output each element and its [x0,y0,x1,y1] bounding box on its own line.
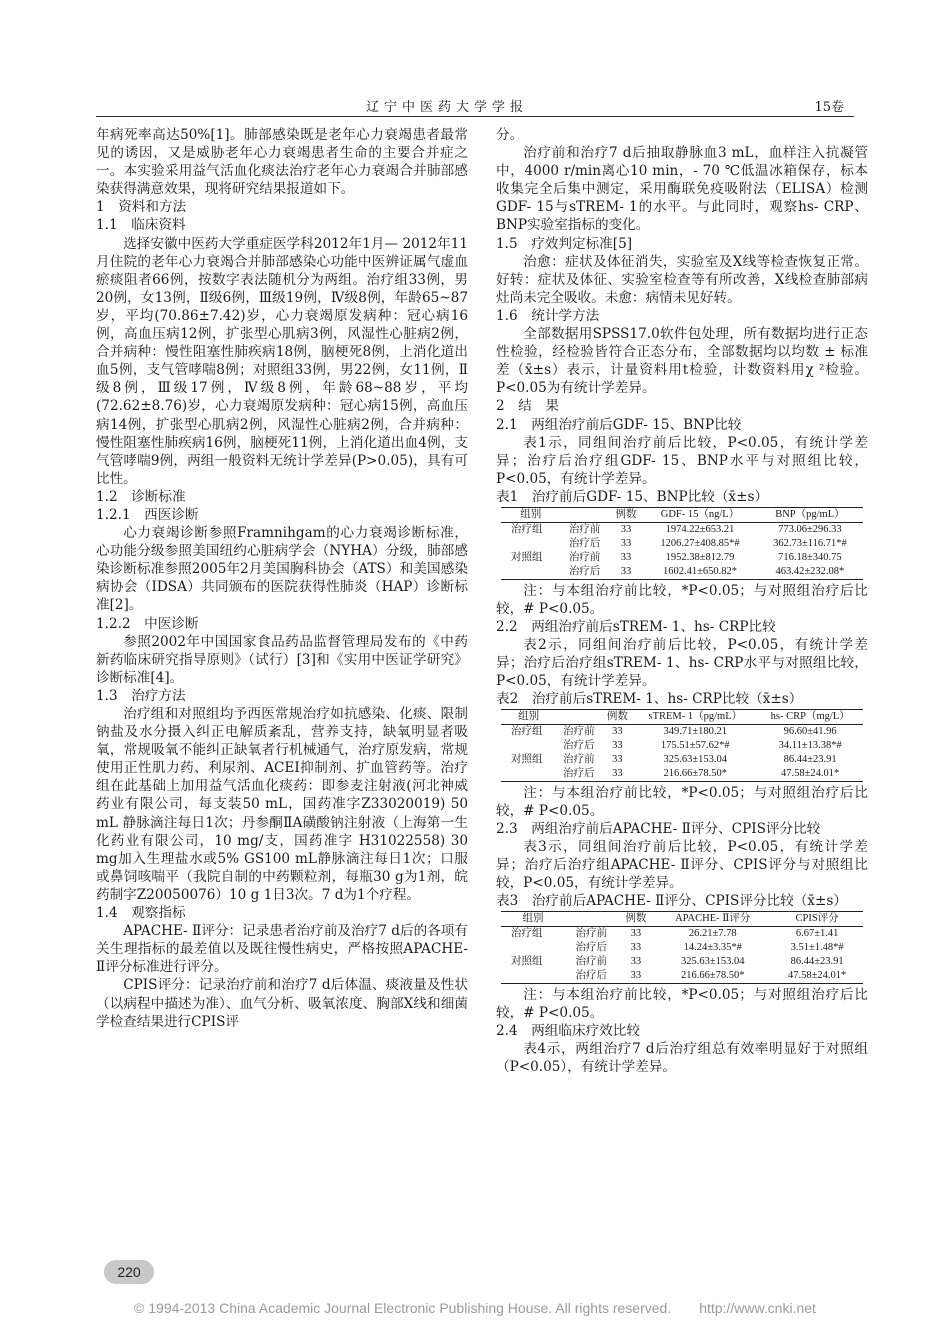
table-cell: 治疗组 [511,928,543,940]
table-header-cell: hs- CRP（mg/L） [770,711,850,723]
table-cell: 33 [620,537,632,549]
table-cell: 治疗后 [568,565,601,577]
right-paragraph: 治愈：症状及体征消失，实验室及X线等检查恢复正常。好转：症状及体征、实验室检查等有所改善，X线检查肺部病灶尚未完全吸收。未愈：病情未见好转。 [496,253,868,306]
table-cell: 33 [630,942,642,954]
table-cell: 33 [630,928,642,940]
table2-caption: 表2 治疗前后sTREM- 1、hs- CRP比较（x̄±s） [496,691,803,708]
table-cell: 6.67±1.41 [795,928,839,940]
right-paragraph: 1.5 疗效判定标准[5] [496,235,633,252]
table3-note: 注：与本组治疗前比较，*P<0.05；与对照组治疗后比较，# P<0.05。 [496,986,868,1021]
table-row [501,537,863,551]
right-paragraph: 全部数据用SPSS17.0软件包处理，所有数据均进行正态性检验，经检验皆符合正态分布，全部数据均以均数 ± 标准差（x̄±s）表示，计量资料用t检验，计数资料用χ ²检验。P<0.05为有统计学差异。 [496,326,868,397]
table-cell: 对照组 [511,956,543,968]
table-cell: 96.60±41.96 [783,726,837,738]
table-cell: 治疗前 [575,956,608,968]
table-cell: 47.58±24.01* [787,969,847,981]
section-2-2-heading: 2.2 两组治疗前后sTREM- 1、hs- CRP比较 [496,618,776,635]
table-cell: 33 [630,969,642,981]
table-row [501,725,863,739]
table-cell: 1974.22±653.21 [665,523,735,535]
table-header-cell [565,912,617,927]
table-cell: 治疗后 [575,969,608,981]
table1-caption: 表1 治疗前后GDF- 15、BNP比较（x̄±s） [496,488,769,505]
table-header-cell: sTREM- 1（pg/mL） [648,711,743,723]
table2-note: 注：与本组治疗前比较，*P<0.05；与对照组治疗后比较，# P<0.05。 [496,784,868,819]
table-row [501,522,863,536]
table-cell: 362.73±116.71*# [773,537,847,549]
section-2-3-text: 表3示，同组间治疗前后比较，P<0.05，有统计学差异；治疗后治疗组APACHE- Ⅱ评分、CPIS评分与对照组比较，P<0.05，有统计学差异。 [496,838,868,892]
table-cell: 325.63±153.04 [680,956,745,968]
section-2-4-text: 表4示，两组治疗7 d后治疗组总有效率明显好于对照组（P<0.05），有统计学差异。 [496,1041,868,1076]
table-cell: 1602.41±650.82* [662,565,737,577]
table-cell: 治疗前 [563,753,595,765]
table1 [501,507,863,580]
left-paragraph: 治疗组和对照组均予西医常规治疗如抗感染、化痰、限制钠盐及水分摄入纠正电解质紊乱，营养支持，缺氧明显者吸氧，常规吸氧不能纠正缺氧者行机械通气，治疗原发病，常规使用正性肌力药、利尿剂、ACEI抑制剂、扩血管药等。治疗组在此基础上加用益气活血化痰药：即参麦注射液(河北神威药业有限公司，每支装50 mL，国药准字Z33020019) 50 mL 静脉滴注每日1次；丹参酮ⅡA磺酸钠注射液（上海第一生化药业有限公司，10 mg/支，国药准字 H31022558) 30 mg加入生理盐水或5% GS100 mL静脉滴注每日1次；口服或鼻饲咳喘平（我院自制的中药颗粒剂，每瓶30 g为1剂，皖药制字Z20050076）10 g 1日3次。7 d为1个疗程。 [96,706,468,903]
table-header-cell [560,507,609,522]
copyright-footer: © 1994-2013 China Academic Journal Electronic Publishing House. All rights reserved. http://www.cnki.net [134,1300,816,1316]
right-paragraph: 1.6 统计学方法 [496,307,600,324]
table-cell: 33 [630,956,642,968]
table-cell: 773.06±296.33 [778,523,842,535]
table-header-cell: GDF- 15（ng/L） [660,508,740,520]
table-cell: 治疗前 [568,551,601,563]
table-cell: 对照组 [511,753,543,765]
table-cell: 325.63±153.04 [663,753,728,765]
table-row [501,565,863,579]
table-cell: 33 [620,551,632,563]
table-row [501,927,863,941]
table-header-cell [556,710,601,725]
table-cell: 175.51±57.62*# [660,739,730,751]
table-row [501,739,863,753]
table-cell: 86.44±23.91 [783,753,837,765]
left-paragraph: APACHE- Ⅱ评分：记录患者治疗前及治疗7 d后的各项有关生理指标的最差值以及既往慢性病史，严格按照APACHE- Ⅱ评分标准进行评分。 [96,923,468,976]
right-paragraph: 表1示，同组间治疗前后比较，P<0.05，有统计学差异；治疗后治疗组GDF- 15、BNP水平与对照组比较，P<0.05，有统计学差异。 [496,434,868,487]
table-cell: 治疗组 [511,523,543,535]
left-paragraph: 参照2002年中国国家食品药品监督管理局发布的《中药新药临床研究指导原则》（试行）[3]和《实用中医证学研究》诊断标准[4]。 [96,633,468,686]
table-row [501,969,863,983]
table-cell: 治疗前 [575,928,608,940]
table-cell: 治疗后 [568,537,601,549]
table-cell: 14.24±3.35*# [683,942,742,954]
journal-title: 辽宁中医药大学学报 [366,100,529,115]
right-paragraph: 2 结 果 [496,398,560,415]
table-cell: 33 [612,753,623,765]
table-header-cell: 组别 [518,711,540,723]
left-paragraph: 1.2.1 西医诊断 [96,506,199,523]
table-cell: 治疗后 [563,767,595,779]
table-header-cell: 例数 [606,711,628,723]
table-header-cell: APACHE- Ⅱ评分 [675,913,751,925]
left-paragraph: 1.2.2 中医诊断 [96,615,199,632]
table2 [501,709,863,782]
table-cell: 对照组 [511,551,543,563]
table3-caption: 表3 治疗前后APACHE- Ⅱ评分、CPIS评分比较（x̄±s） [496,893,847,910]
table-cell: 47.58±24.01* [781,767,840,779]
right-paragraph: 分。 [496,127,524,143]
table-cell: 治疗组 [511,726,543,738]
table-cell: 33 [612,726,623,738]
table-header-cell: 例数 [625,913,647,925]
table-cell: 33 [620,523,632,535]
table1-note: 注：与本组治疗前比较，*P<0.05；与对照组治疗后比较，# P<0.05。 [496,582,868,617]
section-2-4-heading: 2.4 两组临床疗效比较 [496,1023,640,1040]
table-row [501,551,863,565]
table-cell: 716.18±340.75 [778,551,842,563]
left-column [96,126,468,1031]
table-cell [501,969,565,983]
table-row [501,767,863,781]
right-paragraph: 治疗前和治疗7 d后抽取静脉血3 mL，血样注入抗凝管中，4000 r/min离心10 min，- 70 ℃低温冰箱保存，标本收集完全后集中测定，采用酶联免疫吸附法（ELISA）检测GDF- 15与sTREM- 1的水平。与此同时，观察hs- CRP、BNP实验室指标的变化。 [496,145,868,234]
left-paragraph: CPIS评分：记录治疗前和治疗7 d后体温、痰液量及性状（以病程中描述为准）、血气分析、吸氧浓度、胸部X线和细菌学检查结果进行CPIS评 [96,977,468,1030]
section-2-3-heading: 2.3 两组治疗前后APACHE- Ⅱ评分、CPIS评分比较 [496,820,821,837]
table-cell [501,537,560,551]
table-header-cell: 例数 [615,508,637,520]
table-header-cell: 组别 [522,913,544,925]
left-paragraph: 心力衰竭诊断参照Framnihgam的心力衰竭诊断标准，心功能分级参照美国纽约心脏病学会（NYHA）分级，肺部感染诊断标准参照2005年2月美国胸科协会（ATS）和美国感染病协会（IDSA）共同颁布的医院获得性肺炎（HAP）诊断标准[2]。 [96,525,468,614]
left-paragraph: 1.3 治疗方法 [96,687,186,704]
table-cell: 86.44±23.91 [790,956,844,968]
table-cell: 216.66±78.50* [680,969,745,981]
left-paragraph: 1.4 观察指标 [96,905,186,922]
left-paragraph: 选择安徽中医药大学重症医学科2012年1月— 2012年11月住院的老年心力衰竭合并肺部感染心功能中医辨证属气虚血瘀痰阻者66例，按数字表法随机分为两组。治疗组33例，男20例，女13例，Ⅱ级6例，Ⅲ级19例，Ⅳ级8例，年龄65~87岁，平均(70.86±7.42)岁，心力衰竭原发病种：冠心病16例，高血压病12例，扩张型心肌病3例，风湿性心脏病2例，合并病种：慢性阻塞性肺疾病18例，脑梗死8例，上消化道出血5例，支气管哮喘8例；对照组33例，男22例，女11例，Ⅱ级8例，Ⅲ级17例，Ⅳ级8例，年龄68~88岁，平均(72.62±8.76)岁，心力衰竭原发病种：冠心病15例，高血压病14例，扩张型心肌病2例，风湿性心脏病2例，合并病种：慢性阻塞性肺疾病16例，脑梗死11例，上消化道出血4例，支气管哮喘9例，两组一般资料无统计学差异(P>0.05)，具有可比性。 [96,235,468,487]
table-cell: 治疗后 [563,739,595,751]
table-cell: 463.42±232.08* [775,565,845,577]
table-cell: 33 [612,767,623,779]
table-row [501,941,863,955]
table-row [501,753,863,767]
table-cell: 3.51±1.48*# [790,942,844,954]
table-cell: 1206.27±408.85*# [660,537,740,549]
right-paragraph: 2.1 两组治疗前后GDF- 15、BNP比较 [496,416,742,433]
table-header-cell: 组别 [520,508,542,520]
table-header-cell: CPIS评分 [795,913,839,925]
right-top-text [496,126,868,488]
running-header [96,94,854,117]
volume-label: 15卷 [814,100,844,115]
table-cell: 33 [620,565,632,577]
table-cell: 治疗前 [563,726,595,738]
table-cell: 26.21±7.78 [688,928,737,940]
left-paragraph: 1.1 临床资料 [96,217,186,234]
page-number-badge: 220 [104,1260,154,1284]
table-cell: 349.71±180.21 [663,726,728,738]
table-cell: 216.66±78.50* [663,767,728,779]
table-cell [501,767,556,781]
table-row [501,955,863,969]
table-cell: 治疗后 [575,942,608,954]
table-cell: 治疗前 [568,523,601,535]
table-cell [501,739,556,753]
table3 [501,911,863,984]
table-header-cell: BNP（pg/mL） [775,508,845,520]
section-2-2-text: 表2示，同组间治疗前后比较，P<0.05，有统计学差异；治疗后治疗组sTREM- 1、hs- CRP水平与对照组比较，P<0.05，有统计学差异。 [496,636,868,689]
left-paragraph: 1 资料和方法 [96,199,187,216]
table-cell: 34.11±13.38*# [778,739,842,751]
table-cell [501,565,560,579]
left-paragraph: 1.2 诊断标准 [96,488,186,505]
table-cell [501,941,565,955]
table-cell: 33 [612,739,623,751]
right-column [496,126,868,1076]
left-paragraph: 年病死率高达50%[1]。肺部感染既是老年心力衰竭患者最常见的诱因，又是威胁老年心力衰竭患者生命的主要合并症之一。本实验采用益气活血化痰法治疗老年心力衰竭合并肺部感染获得满意效果，现将研究结果报道如下。 [96,127,468,198]
table-cell: 1952.38±812.79 [665,551,735,563]
